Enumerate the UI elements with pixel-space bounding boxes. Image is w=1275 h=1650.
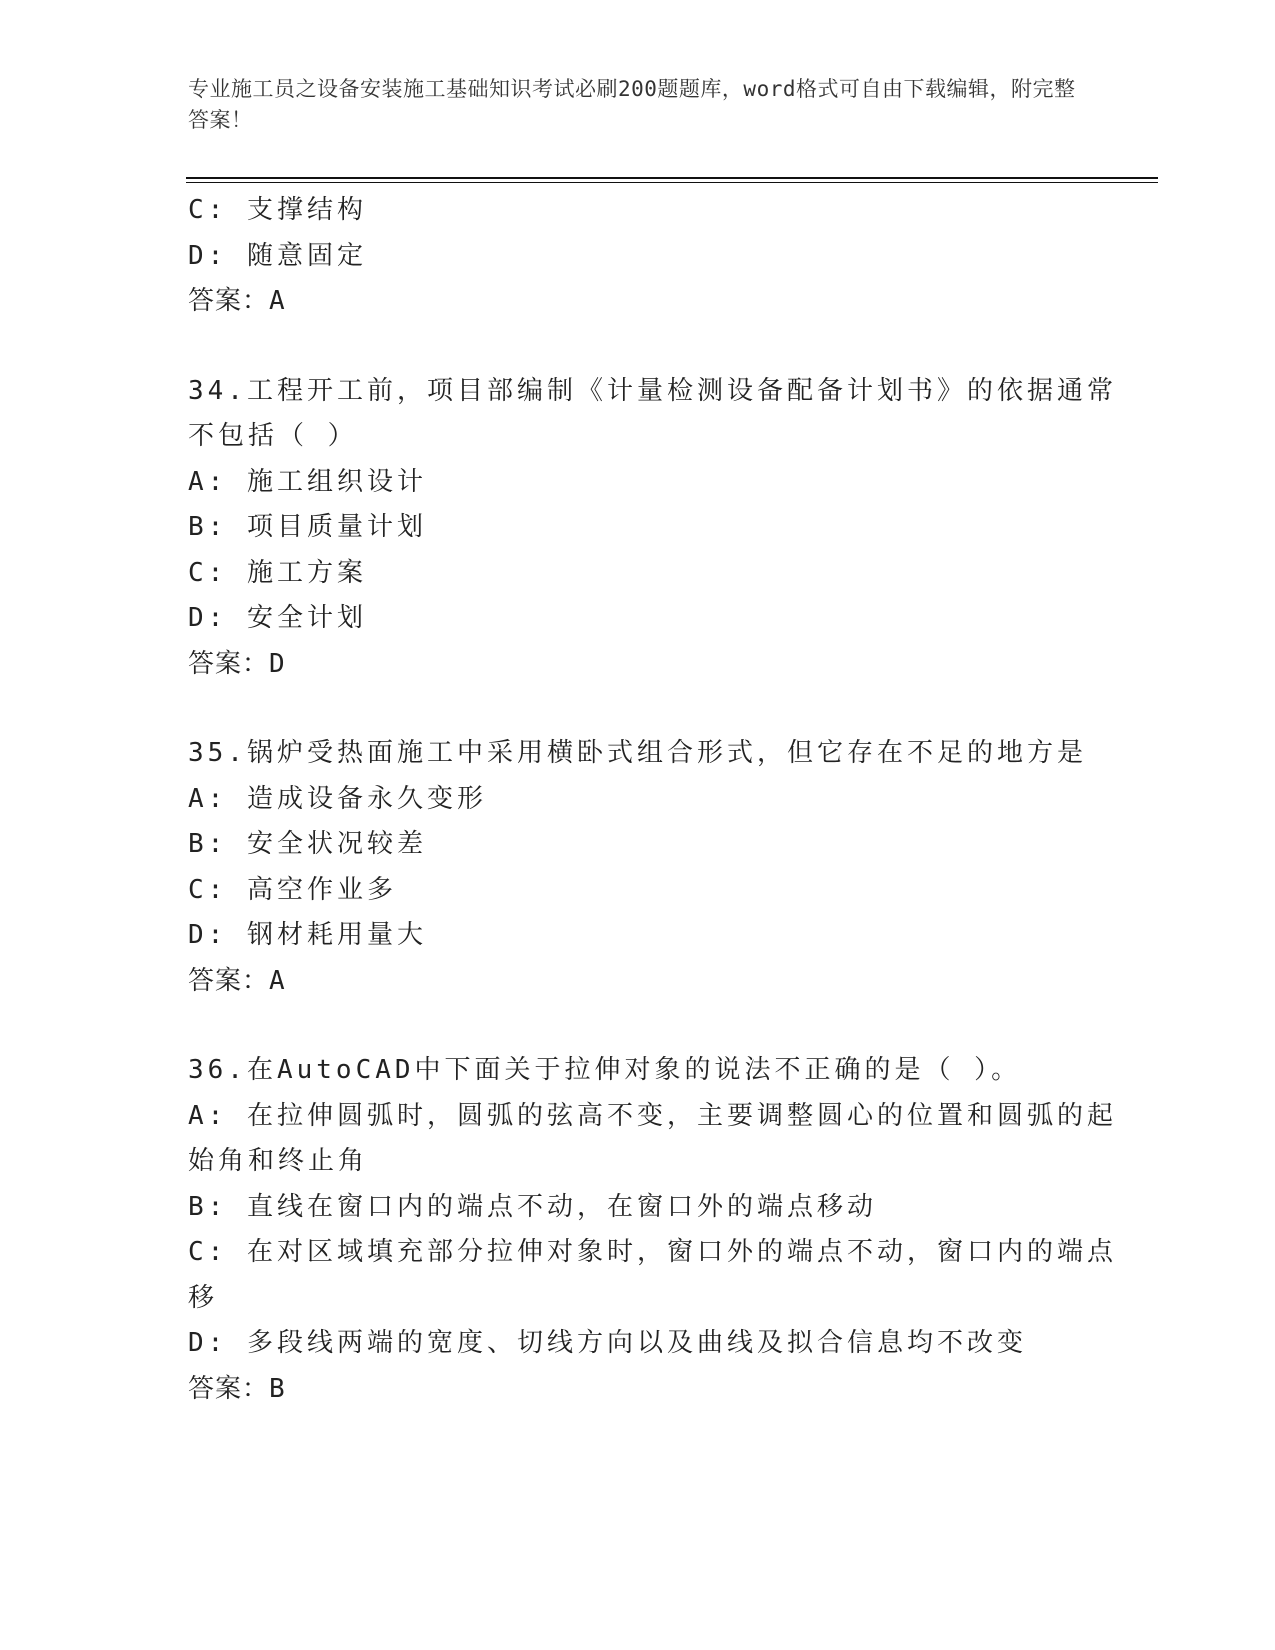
option-c: C: 高空作业多	[188, 874, 397, 905]
question-stem: 36.在AutoCAD中下面关于拉伸对象的说法不正确的是（ ）。	[188, 1055, 1022, 1085]
answer: 答案：A	[188, 286, 286, 316]
header-divider-thin	[186, 182, 1158, 183]
option-a: A: 施工组织设计	[188, 466, 427, 497]
previous-question-tail	[188, 188, 1088, 325]
option-a: A: 在拉伸圆弧时，圆弧的弦高不变，主要调整圆心的位置和圆弧的起	[188, 1100, 1117, 1131]
option-b: B: 项目质量计划	[188, 512, 427, 542]
answer: 答案：B	[188, 1373, 286, 1404]
option-a-continued: 始角和终止角	[188, 1146, 369, 1176]
option-a: A: 造成设备永久变形	[188, 783, 487, 814]
option-b: B: 直线在窗口内的端点不动，在窗口外的端点移动	[188, 1191, 877, 1222]
option-c: C: 支撑结构	[188, 195, 367, 225]
header-divider-thick	[186, 177, 1158, 179]
option-d: D: 钢材耗用量大	[188, 920, 427, 950]
option-d: D: 随意固定	[188, 240, 367, 271]
question-35	[188, 731, 1088, 1004]
question-stem: 34.工程开工前，项目部编制《计量检测设备配备计划书》的依据通常	[188, 375, 1117, 406]
answer: 答案：D	[188, 648, 286, 679]
option-d: D: 多段线两端的宽度、切线方向以及曲线及拟合信息均不改变	[188, 1328, 1027, 1358]
option-c: C: 施工方案	[188, 557, 367, 588]
page-header: 专业施工员之设备安装施工基础知识考试必刷200题题库，word格式可自由下载编辑，附完整答案！	[188, 77, 1076, 132]
answer: 答案：A	[188, 965, 286, 996]
option-b: B: 安全状况较差	[188, 829, 427, 859]
document-body	[188, 188, 1117, 1412]
option-c-continued: 移	[188, 1282, 219, 1313]
option-d: D: 安全计划	[188, 603, 367, 633]
option-c: C: 在对区域填充部分拉伸对象时，窗口外的端点不动，窗口内的端点	[188, 1237, 1117, 1267]
question-stem: 35.锅炉受热面施工中采用横卧式组合形式，但它存在不足的地方是	[188, 738, 1087, 768]
question-stem-continued: 不包括（ ）	[188, 421, 358, 451]
question-34	[188, 369, 1117, 688]
question-36	[188, 1048, 1117, 1412]
